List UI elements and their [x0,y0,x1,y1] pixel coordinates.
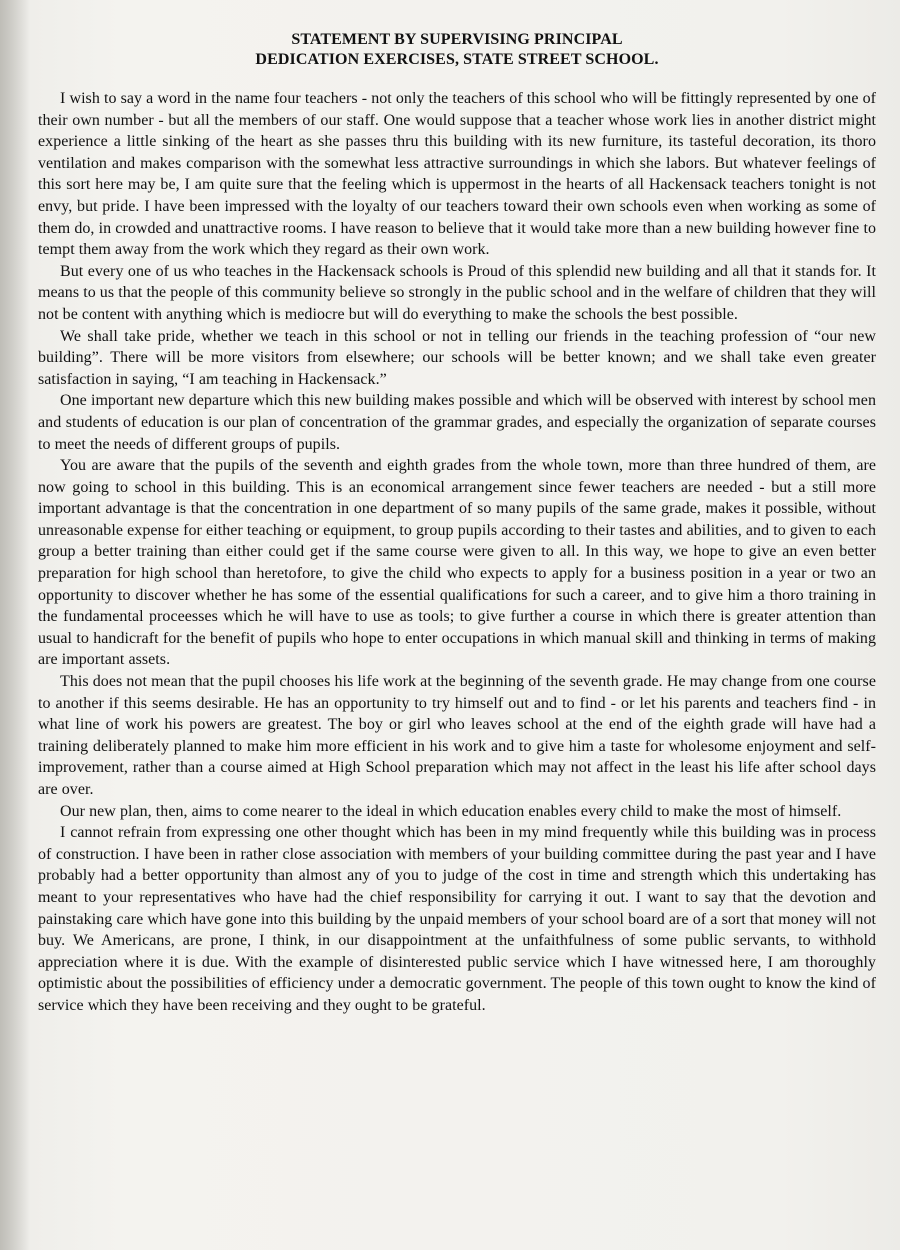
document-heading [38,30,876,70]
paragraph-2: But every one of us who teaches in the Hackensack schools is Proud of this splendid new building and all that it stands for. It means to us that the people of this community believe so strongly in the public school and in the welfare of children that they will not be content with anything which is mediocre but will do everything to make the schools the best possible. [38,262,876,323]
paragraph-8: I cannot refrain from expressing one other thought which has been in my mind frequently while this building was in process of construction. I have been in rather close association with members of your building committee during the past year and I have probably had a better opportunity than almost any of you to judge of the cost in time and strength which this undertaking has meant to your representatives who have had the chief responsibility for carrying it out. I want to say that the devotion and painstaking care which have gone into this building by the unpaid members of your school board are of a sort that money will not buy. We Americans, are prone, I think, in our disappointment at the unfaithfulness of some public servants, to withhold appreciation where it is due. With the example of disinterested public service which I have witnessed here, I am thoroughly optimistic about the possibilities of efficiency under a democratic government. The people of this town ought to know the kind of service which they have been receiving and they ought to be grateful. [38,824,876,1014]
paragraph-7: Our new plan, then, aims to come nearer to the ideal in which education enables every child to make the most of himself. [60,802,842,820]
paragraph-1: I wish to say a word in the name four teachers - not only the teachers of this school who will be fittingly represented by one of their own number - but all the members of our staff. One would suppose that a teacher whose work lies in another district might experience a little sinking of the heart as she passes thru this building with its new furniture, its tasteful decoration, its thoro ventilation and makes comparison with the somewhat less attractive surroundings in which she labors. But whatever feelings of this sort here may be, I am quite sure that the feeling which is uppermost in the hearts of all Hackensack teachers tonight is not envy, but pride. I have been impressed with the loyalty of our teachers toward their own schools even when working as some of them do, in crowded and unattractive rooms. I have reason to believe that it would take more than a new building however fine to tempt them away from the work which they regard as their own work. [38,90,876,259]
paragraph-4: One important new departure which this new building makes possible and which will be observed with interest by school men and students of education is our plan of concentration of the grammar grades, and especially the organization of separate courses to meet the needs of different groups of pupils. [38,392,876,453]
paragraph-6: This does not mean that the pupil chooses his life work at the beginning of the seventh grade. He may change from one course to another if this seems desirable. He has an opportunity to try himself out and to find - or let his parents and teachers find - in what line of work his powers are greatest. The boy or girl who leaves school at the end of the eighth grade will have had a training deliberately planned to make him more efficient in his work and to give him a taste for wholesome enjoyment and self-improvement, rather than a course aimed at High School preparation which may not affect in the least his life after school days are over. [38,673,876,798]
heading-line-2: DEDICATION EXERCISES, STATE STREET SCHOOL. [255,51,659,68]
statement-body [38,88,876,1017]
heading-line-1: STATEMENT BY SUPERVISING PRINCIPAL [291,31,623,48]
paragraph-3: We shall take pride, whether we teach in this school or not in telling our friends in the teaching profession of “our new building”. There will be more visitors from elsewhere; our schools will be better known; and we shall take even greater satisfaction in saying, “I am teaching in Hackensack.” [38,327,876,388]
paragraph-5: You are aware that the pupils of the seventh and eighth grades from the whole town, more than three hundred of them, are now going to school in this building. This is an economical arrangement since fewer teachers are needed - but a still more important advantage is that the concentration in one department of so many pupils of the same grade, makes it possible, without unreasonable expense for either teaching or equipment, to group pupils according to their tastes and abilities, and to given to each group a better training than either could get if the same course were given to all. In this way, we hope to give an even better preparation for high school than heretofore, to give the child who expects to apply for a business position in a year or two an opportunity to discover whether he has some of the essential qualifications for such a career, and to give him a thoro training in the fundamental proceesses which he will have to use as tools; to give further a course in which there is greater attention than usual to handicraft for the benefit of pupils who hope to enter occupations in which manual skill and thinking in terms of making are important assets. [38,457,876,669]
